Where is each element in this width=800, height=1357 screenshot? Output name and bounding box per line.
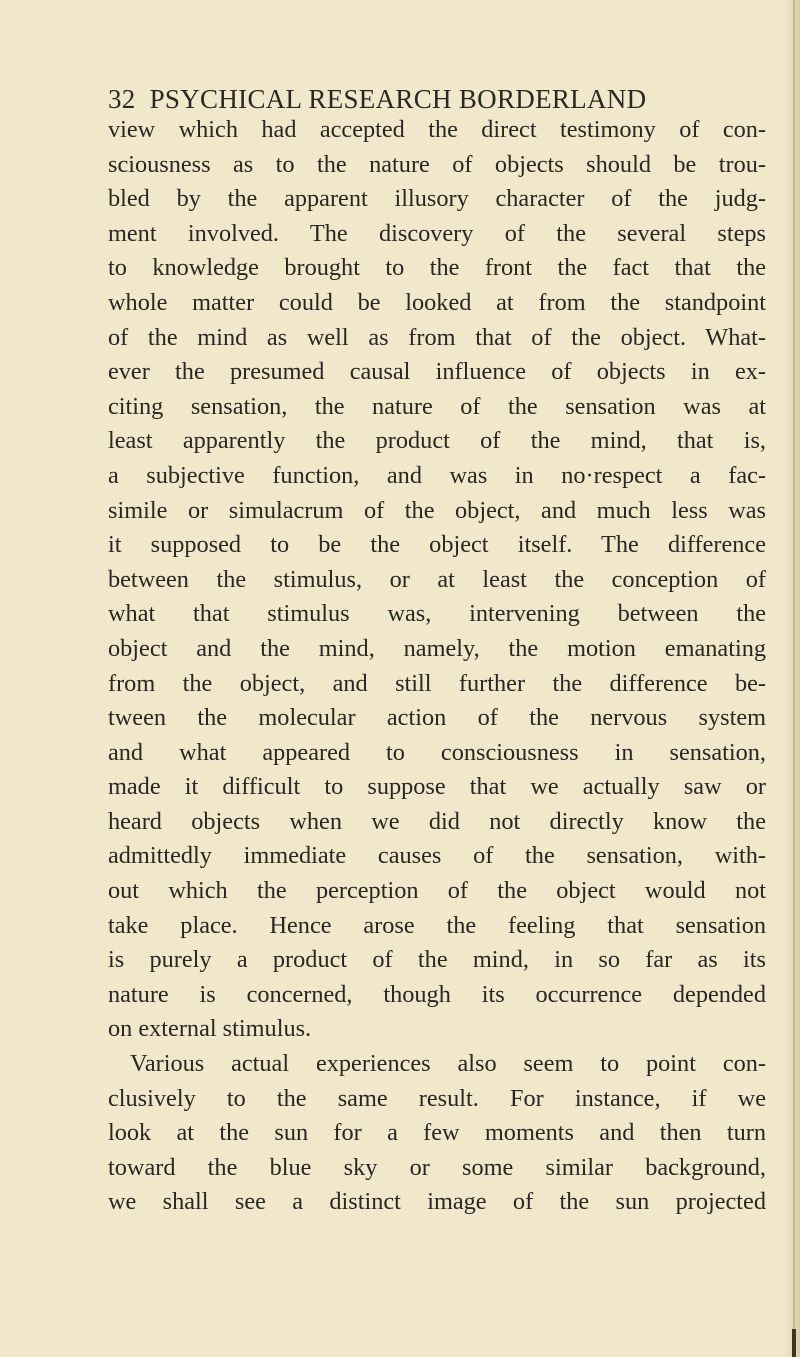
text-line: admittedly immediate causes of the sensation, with-: [108, 842, 766, 870]
text-line: made it difficult to suppose that we actually saw or: [108, 773, 766, 801]
text-line: object and the mind, namely, the motion emanating: [108, 634, 766, 662]
text-line: tween the molecular action of the nervous system: [108, 704, 766, 732]
text-line: from the object, and still further the difference be-: [108, 669, 766, 697]
text-line: what that stimulus was, intervening between the: [108, 600, 766, 628]
text-line: nature is concerned, though its occurrence depended: [108, 980, 766, 1008]
text-line: simile or simulacrum of the object, and much less was: [108, 496, 766, 524]
text-line: heard objects when we did not directly know the: [108, 807, 766, 835]
running-head: PSYCHICAL RESEARCH BORDERLAND: [149, 83, 647, 114]
text-line: ever the presumed causal influence of objects in ex-: [108, 358, 766, 386]
page-header: [108, 82, 768, 116]
text-line: a subjective function, and was in no·respect a fac-: [108, 461, 766, 489]
text-line: and what appeared to consciousness in sensation,: [108, 738, 766, 766]
text-line: Various actual experiences also seem to point con-: [130, 1050, 766, 1078]
text-line: to knowledge brought to the front the fact that the: [108, 254, 766, 282]
text-line: we shall see a distinct image of the sun projected: [108, 1188, 766, 1216]
body-text: [108, 113, 766, 1220]
text-line: least apparently the product of the mind, that is,: [108, 427, 766, 455]
text-line: clusively to the same result. For instance, if we: [108, 1084, 766, 1112]
text-line: look at the sun for a few moments and then turn: [108, 1119, 766, 1147]
text-line: it supposed to be the object itself. The difference: [108, 531, 766, 559]
text-line: toward the blue sky or some similar background,: [108, 1153, 766, 1181]
page-number: 32: [108, 83, 136, 114]
text-line: between the stimulus, or at least the conception of: [108, 565, 766, 593]
text-line: take place. Hence arose the feeling that sensation: [108, 911, 766, 939]
text-line: ment involved. The discovery of the several steps: [108, 219, 766, 247]
text-line: bled by the apparent illusory character of the judg-: [108, 185, 766, 213]
text-line: of the mind as well as from that of the object. What-: [108, 323, 766, 351]
text-line: is purely a product of the mind, in so far as its: [108, 946, 766, 974]
page-edge-line: [793, 0, 795, 1357]
text-line: on external stimulus.: [108, 1015, 312, 1043]
text-line: whole matter could be looked at from the standpoint: [108, 288, 766, 316]
text-line: citing sensation, the nature of the sensation was at: [108, 392, 766, 420]
corner-mark: [792, 1329, 796, 1357]
text-line: sciousness as to the nature of objects should be trou-: [108, 150, 766, 178]
text-line: out which the perception of the object would not: [108, 877, 766, 905]
text-line: view which had accepted the direct testimony of con-: [108, 116, 766, 143]
